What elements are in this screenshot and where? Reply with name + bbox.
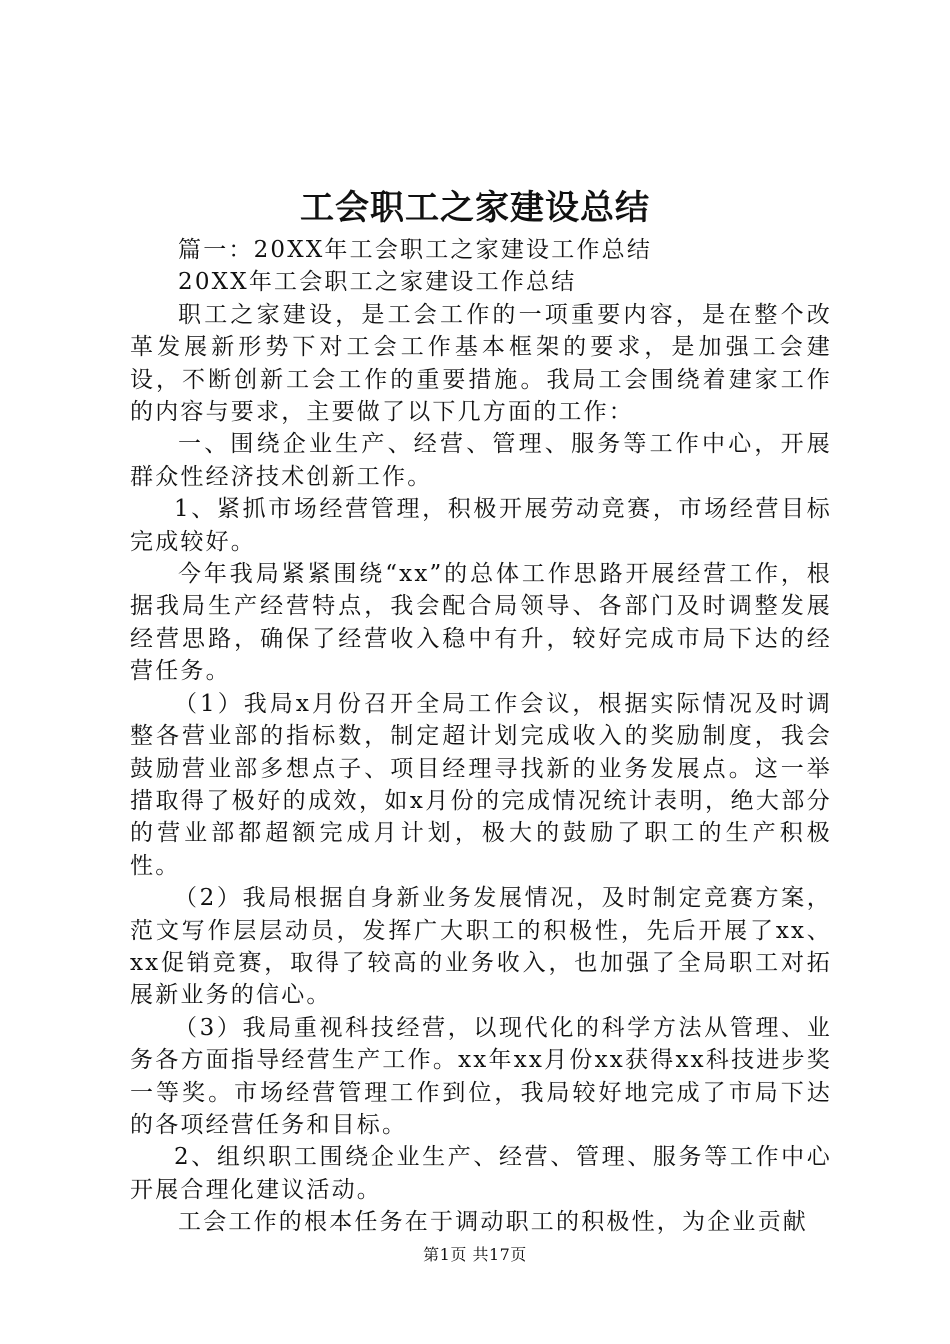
paragraph-5: 1、紧抓市场经营管理，积极开展劳动竞赛，市场经营目标完成较好。 [130,496,832,555]
paragraph-3: 职工之家建设，是工会工作的一项重要内容，是在整个改革发展新形势下对工会工作基本框架的要求，是加强工会建设，不断创新工会工作的重要措施。我局工会围绕着建家工作的内容与要求，主要做了以下几方面的工作： [130,301,832,426]
paragraph-4: 一、围绕企业生产、经营、管理、服务等工作中心，开展群众性经济技术创新工作。 [130,431,832,490]
paragraph-10: 2、组织职工围绕企业生产、经营、管理、服务等工作中心开展合理化建议活动。 [130,1144,832,1203]
paragraph-9: （3）我局重视科技经营，以现代化的科学方法从管理、业务各方面指导经营生产工作。xx年xx月份xx获得xx科技进步奖一等奖。市场经营管理工作到位，我局较好地完成了市局下达的各项经营任务和目标。 [130,1014,832,1138]
document-body [130,234,832,1239]
paragraph-1: 篇一：20XX年工会职工之家建设工作总结 [178,237,653,263]
paragraph-7: （1）我局x月份召开全局工作会议，根据实际情况及时调整各营业部的指标数，制定超计划完成收入的奖励制度，我会鼓励营业部多想点子、项目经理寻找新的业务发展点。这一举措取得了极好的成效，如x月份的完成情况统计表明，绝大部分的营业部都超额完成月计划，极大的鼓励了职工的生产积极性。 [130,690,832,879]
paragraph-6: 今年我局紧紧围绕“xx”的总体工作思路开展经营工作，根据我局生产经营特点，我会配合局领导、各部门及时调整发展经营思路，确保了经营收入稳中有升，较好完成市局下达的经营任务。 [130,561,832,685]
document-title: 工会职工之家建设总结 [300,188,650,228]
paragraph-11: 工会工作的根本任务在于调动职工的积极性，为企业贡献 [178,1209,808,1236]
page-footer: 第1页 共17页 [423,1245,527,1264]
paragraph-8: （2）我局根据自身新业务发展情况，及时制定竞赛方案，范文写作层层动员，发挥广大职工的积极性，先后开展了xx、xx促销竞赛，取得了较高的业务收入，也加强了全局职工对拓展新业务的信心。 [130,885,832,1009]
paragraph-2: 20XX年工会职工之家建设工作总结 [178,269,577,296]
